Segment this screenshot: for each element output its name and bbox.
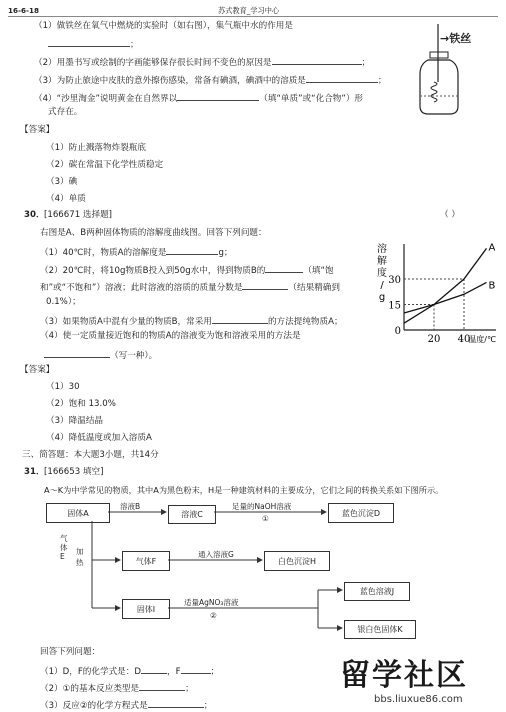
q30-line2e: 0.1%）；	[46, 297, 81, 307]
iron-wire-label: →铁丝	[440, 32, 472, 45]
edge-label-circle-1: ①	[262, 514, 269, 523]
q31-answer-2: （2）①的基本反应类型是 ；	[40, 681, 194, 695]
edge-label-agno3: 适量AgNO₃溶液	[184, 598, 239, 607]
q30-line2: （2）20℃时，将10g物质B投入到50g水中，得到物质B的 （填“饱	[40, 263, 334, 277]
node-solid-a: 固体A	[46, 503, 110, 523]
header-title: 苏式教育_学习中心	[218, 6, 280, 15]
edge-label-circle-2: ②	[210, 611, 217, 620]
q30-tag: [166671 选择题]	[44, 210, 113, 220]
q31-intro: A～K为中学常见的物质，其中A为黑色粉末，H是一种建筑材料的主要成分，它们之间的转换关系如下图所示。	[44, 485, 444, 495]
node-silver-solid-k: 银白色固体K	[344, 620, 416, 639]
q-fe-line1: （1）做铁丝在氧气中燃烧的实验时（如右图），集气瓶中水的作用是	[34, 21, 293, 31]
answer1-title: 【答案】	[20, 125, 55, 135]
answer2-item-1: （1）30	[46, 382, 80, 392]
q-fe-line2: （2）用墨书写或绘制的字画能够保存很长时间不变色的原因是 ；	[34, 55, 370, 69]
edge-label-heat: 加热	[76, 547, 84, 567]
answer2-item-3: （3）降温结晶	[46, 416, 104, 426]
node-blue-solution-j: 蓝色溶液J	[344, 582, 410, 601]
series-label-b: B	[488, 280, 496, 292]
q30-answer-paren: （ ）	[440, 210, 460, 220]
q31-tag: [166653 填空]	[44, 467, 104, 477]
answer2-title: 【答案】	[20, 365, 55, 375]
y-tick-label: 15	[388, 300, 401, 312]
edge-label-naoh: 足量的NaOH溶液	[232, 502, 292, 511]
watermark-logo: 留学社区 bbs.liuxue86.com	[340, 658, 468, 705]
edge-label-gas-e: 气体E	[60, 534, 68, 561]
q31-ask: 回答下列问题：	[40, 647, 101, 657]
x-tick-label: 20	[427, 334, 441, 345]
q-fe-line4: （4）“沙里淘金”说明黄金在自然界以 （填“单质”或“化合物”）形	[34, 91, 363, 105]
header-date: 16-6-18	[8, 6, 39, 15]
q30-line3: （3）如果物质A中混有少量的物质B，常采用 的方法提纯物质A；	[40, 314, 343, 328]
series-label-a: A	[488, 242, 496, 254]
edge-label-solution-g: 通入溶液G	[198, 550, 234, 559]
answer1-item-3: （3）碘	[46, 177, 78, 187]
y-axis-label-char: 度	[377, 268, 387, 279]
q-fe-line4c: 式存在。	[48, 107, 83, 117]
q30-intro: 右图是A、B两种固体物质的溶解度曲线图。回答下列问题：	[40, 228, 267, 238]
answer1-item-4: （4）单质	[46, 194, 86, 204]
q-fe-line1b: ；	[48, 37, 139, 51]
y-tick-label: 30	[388, 275, 401, 286]
node-blue-precipitate-d: 蓝色沉淀D	[328, 503, 394, 523]
q30-number: 30．	[24, 210, 45, 220]
x-axis-label: 温度/℃	[468, 335, 496, 344]
q31-answer-1: （1）D，F的化学式是：D ，F ；	[40, 664, 219, 678]
q30-line4: （4）使一定质量接近饱和的物质A的溶液变为饱和溶液采用的方法是	[40, 331, 301, 341]
y-axis-label-char: 溶	[377, 244, 387, 255]
q31-number: 31．	[24, 467, 45, 477]
node-solid-i: 固体I	[122, 599, 170, 619]
y-axis-label-char: /	[380, 280, 384, 291]
q30-line2c: 和”或“不饱和”）溶液；此时溶液的溶质的质量分数是 （结果精确到	[40, 280, 340, 294]
y-tick-label: 0	[394, 326, 401, 337]
answer2-item-2: （2）饱和 13.0%	[46, 399, 116, 409]
y-axis-label-char: 解	[377, 256, 387, 267]
edge-label-solution-b: 溶液B	[120, 502, 141, 511]
node-gas-f: 气体F	[122, 551, 170, 571]
node-solution-c: 溶液C	[168, 505, 216, 524]
answer1-item-2: （2）碳在常温下化学性质稳定	[46, 160, 164, 170]
answer1-item-1: （1）防止溅落物炸裂瓶底	[46, 143, 146, 153]
q30-line1: （1）40℃时，物质A的溶解度是 g；	[40, 245, 233, 259]
q30-line4b: （写一种）。	[44, 348, 157, 362]
node-white-precipitate-h: 白色沉淀H	[264, 551, 330, 571]
section3-heading: 三、简答题：本大题3小题，共14分	[22, 450, 159, 460]
answer2-item-4: （4）降低温度或加入溶质A	[46, 433, 152, 443]
y-axis-label-char: g	[378, 292, 386, 303]
x-tick-label: 40	[457, 334, 471, 345]
q-fe-line3: （3）为防止旅途中皮肤的意外擦伤感染，常备有碘酒，碘酒中的溶质是 ；	[34, 73, 387, 87]
q31-answer-3: （3）反应②的化学方程式是 ；	[40, 698, 212, 712]
